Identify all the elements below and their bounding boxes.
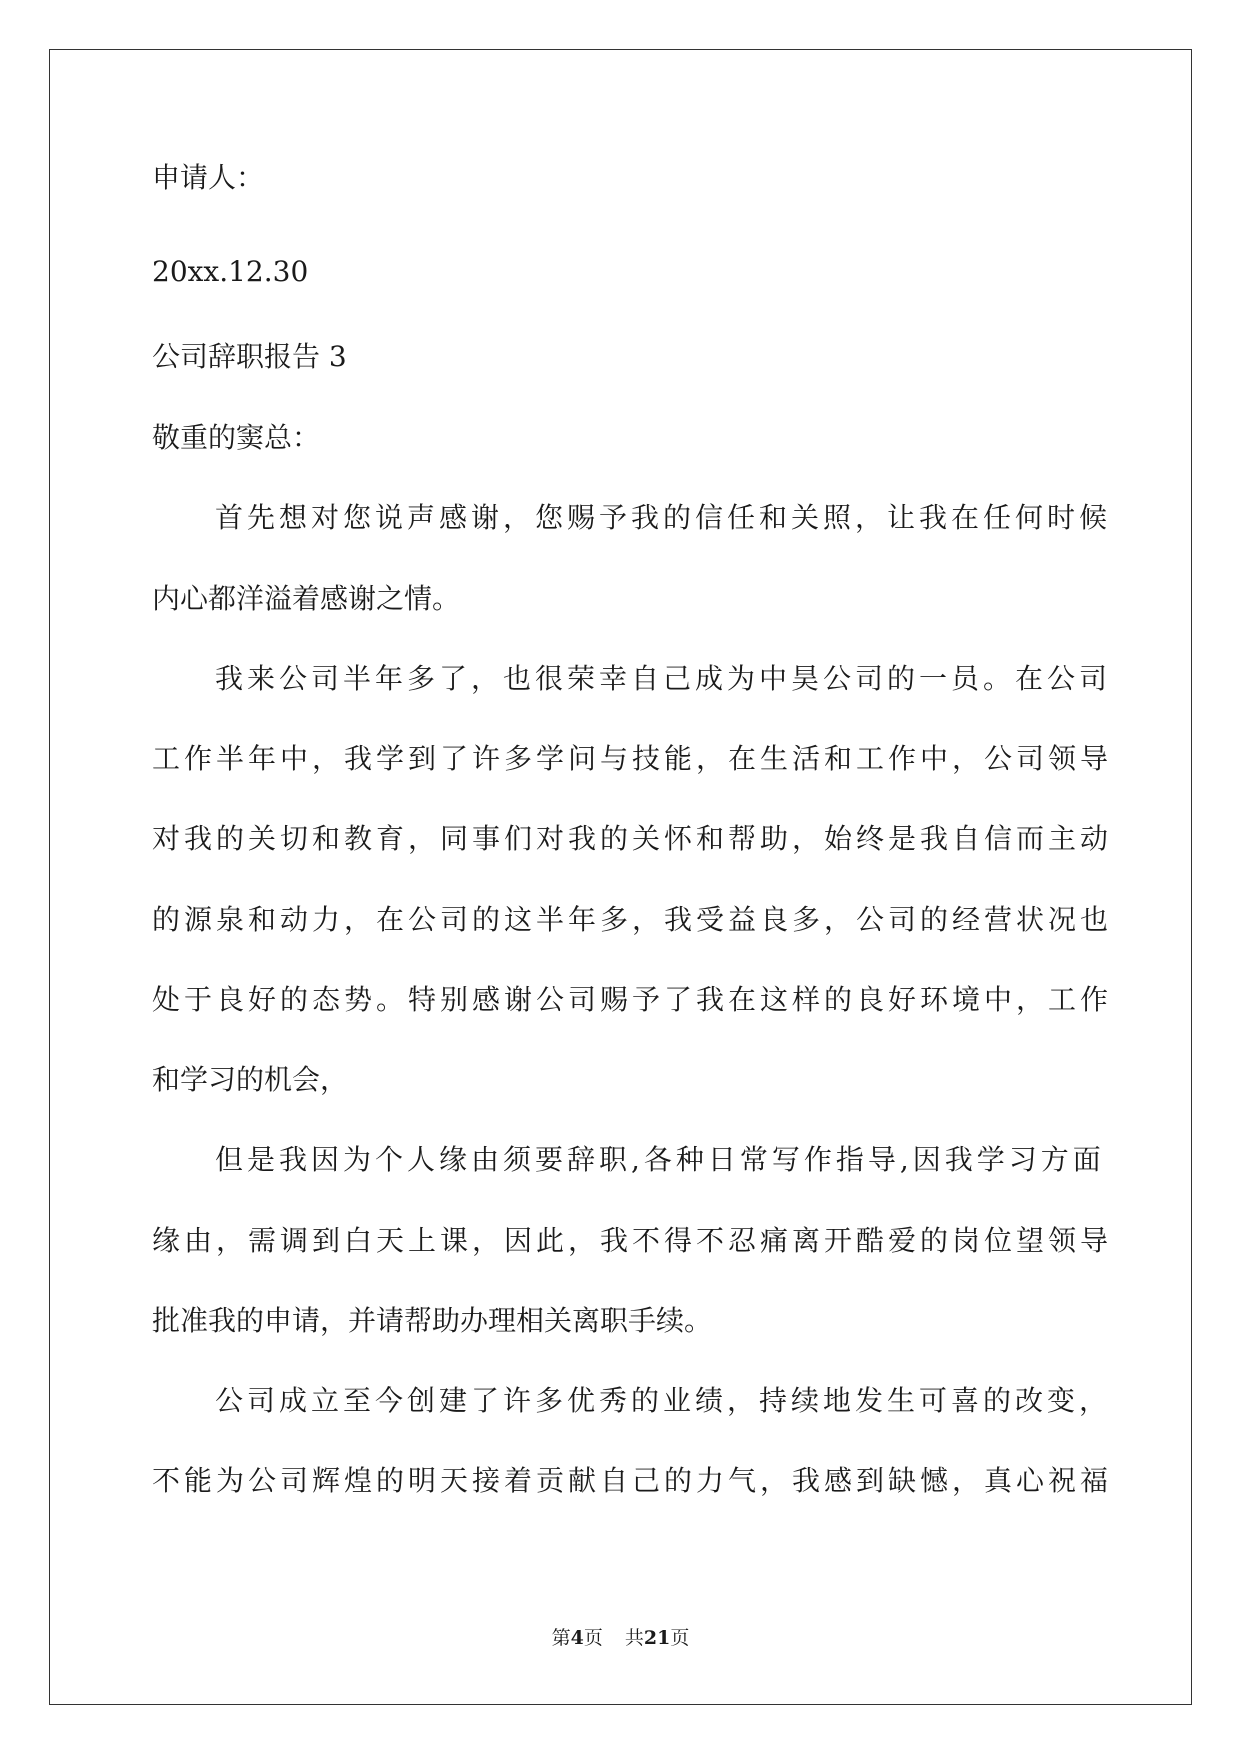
paragraph-3-line-3: 批准我的申请，并请帮助办理相关离职手续。: [152, 1304, 713, 1337]
paragraph-2-line-1: 我来公司半年多了，也很荣幸自己成为中昊公司的一员。在公司: [215, 662, 1112, 695]
paragraph-1-line-2: 内心都洋溢着感谢之情。: [152, 582, 461, 615]
paragraph-2-line-6: 和学习的机会，: [152, 1063, 349, 1096]
paragraph-3-line-2: 缘由，需调到白天上课，因此，我不得不忍痛离开酷爱的岗位望领导: [152, 1224, 1113, 1257]
page-border: [49, 49, 1192, 1705]
section-title: 公司辞职报告 3: [152, 340, 347, 373]
paragraph-2-line-3: 对我的关切和教育，同事们对我的关怀和帮助，始终是我自信而主动: [152, 822, 1113, 855]
paragraph-1-line-1: 首先想对您说声感谢，您赐予我的信任和关照，让我在任何时候: [215, 501, 1112, 534]
paragraph-4-line-2: 不能为公司辉煌的明天接着贡献自己的力气，我感到缺憾，真心祝福: [152, 1464, 1113, 1497]
paragraph-2-line-4: 的源泉和动力，在公司的这半年多，我受益良多，公司的经营状况也: [152, 903, 1113, 936]
paragraph-2-line-2: 工作半年中，我学到了许多学问与技能，在生活和工作中，公司领导: [152, 742, 1113, 775]
salutation: 敬重的窦总：: [152, 421, 321, 454]
page-footer: [0, 1626, 1241, 1650]
date-line: 20xx.12.30: [152, 255, 309, 288]
paragraph-3-line-1: 但是我因为个人缘由须要辞职,各种日常写作指导,因我学习方面: [215, 1143, 1105, 1176]
total-prefix: 共: [624, 1627, 644, 1649]
total-pages: 21: [643, 1627, 671, 1649]
applicant-label: 申请人：: [152, 161, 265, 194]
page-number: 4: [570, 1627, 584, 1649]
paragraph-2-line-5: 处于良好的态势。特别感谢公司赐予了我在这样的良好环境中，工作: [152, 983, 1113, 1016]
page-suffix: 页: [583, 1627, 603, 1649]
paragraph-4-line-1: 公司成立至今创建了许多优秀的业绩，持续地发生可喜的改变，: [215, 1384, 1112, 1417]
page-prefix: 第: [551, 1627, 571, 1649]
total-suffix: 页: [670, 1627, 690, 1649]
